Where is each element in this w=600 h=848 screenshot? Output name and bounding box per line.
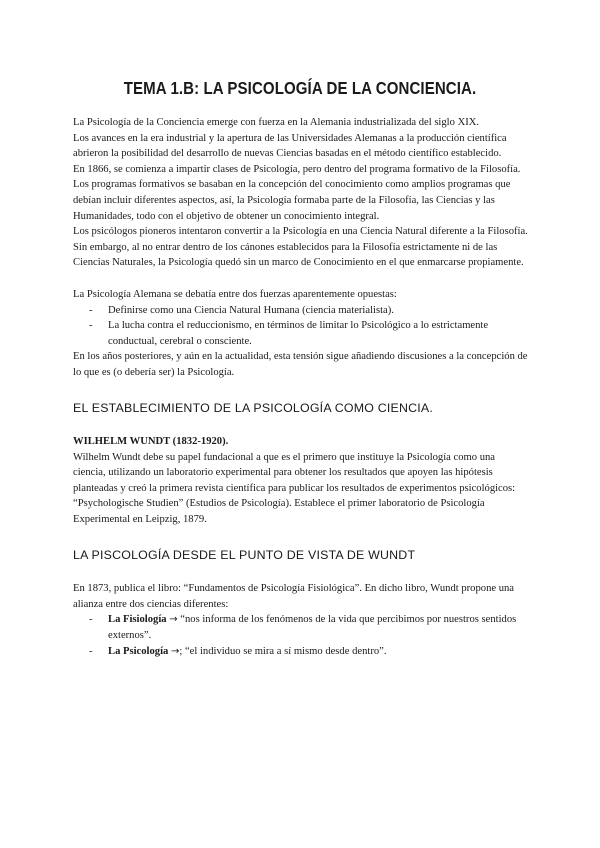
intro-paragraph: En 1866, se comienza a impartir clases de Psicología, pero dentro del programa formativo de la Filosofía. (73, 163, 521, 175)
list-item-term: La Psicología (108, 645, 169, 657)
arrow-icon: → (169, 614, 178, 626)
section-heading: LA PISCOLOGÍA DESDE EL PUNTO DE VISTA DE WUNDT (73, 547, 416, 562)
intro-paragraph: La Psicología de la Conciencia emerge con fuerza en la Alemania industrializada del siglo XIX. (73, 117, 480, 128)
list-item-text: La lucha contra el reduccionismo, en términos de limitar lo Psicológico a lo estrictamente conductual, cerebral o consciente. (108, 320, 489, 347)
list-marker: - (89, 645, 93, 657)
section-heading: EL ESTABLECIMIENTO DE LA PSICOLOGÍA COMO CIENCIA. (73, 400, 434, 415)
list-item (73, 644, 529, 660)
list-item (73, 303, 529, 319)
section-paragraph: Wilhelm Wundt debe su papel fundacional a que es el primero que instituye la Psicología como una ciencia, utilizando un laboratorio experimental para obtener los resultados que apoyen las hipótesis planteadas y creó la primera revista científica para publicar los resultados de experimentos psicológicos: “Psychologische Studien” (Estudios de Psicología). Establece el primer laboratorio de Psicología Experimental en Leipzig, 1879. (73, 451, 516, 526)
list-item (73, 612, 529, 643)
intro-paragraph: Sin embargo, al no entrar dentro de los cánones establecidos para la Filosofía estrictamente ni de las Ciencias Naturales, la Psicología quedó sin un marco de Conocimiento en el que enmarcarse propiamente. (73, 241, 524, 269)
forces-list (73, 303, 529, 350)
intro-paragraph: Los programas formativos se basaban en la concepción del conocimiento como amplios programas que debían incluir diferentes aspectos, así, la Psicología formaba parte de la Filosofía, las Ciencias y las Humanidades, todo con el objetivo de obtener un conocimiento integral. (73, 179, 511, 222)
list-item-text: ; “el individuo se mira a sí mismo desde dentro”. (179, 645, 387, 657)
section-subheading: WILHELM WUNDT (1832-1920). (73, 436, 229, 448)
list-item (73, 318, 529, 349)
list-marker: - (89, 614, 93, 626)
forces-intro: La Psicología Alemana se debatía entre dos fuerzas aparentemente opuestas: (73, 288, 397, 300)
list-item-text: “nos informa de los fenómenos de la vida que percibimos por nuestros sentidos externos”. (108, 614, 517, 642)
list-item-text: Definirse como una Ciencia Natural Humana (ciencia materialista). (108, 304, 394, 316)
section-paragraph: En 1873, publica el libro: “Fundamentos de Psicología Fisiológica”. En dicho libro, Wundt propone una alianza entre dos ciencias diferentes: (73, 583, 515, 610)
sciences-list (73, 612, 529, 659)
arrow-icon: → (170, 645, 180, 657)
document-body (73, 115, 529, 659)
list-marker: - (89, 320, 93, 332)
intro-paragraph: Los avances en la era industrial y la apertura de las Universidades Alemanas a la producción científica abrieron la posibilidad del desarrollo de nuevas Ciencias basadas en el método científico establecido. (73, 132, 507, 160)
page-title: TEMA 1.B: LA PSICOLOGÍA DE LA CONCIENCIA. (123, 78, 477, 98)
intro-paragraph: Los psicólogos pioneros intentaron convertir a la Psicología en una Ciencia Natural diferente a la Filosofía. (73, 226, 528, 238)
list-marker: - (89, 304, 93, 316)
list-item-term: La Fisiología (108, 614, 167, 626)
forces-outro: En los años posteriores, y aún en la actualidad, esta tensión sigue añadiendo discusiones a la concepción de lo que es (o debería ser) la Psicología. (73, 351, 528, 378)
